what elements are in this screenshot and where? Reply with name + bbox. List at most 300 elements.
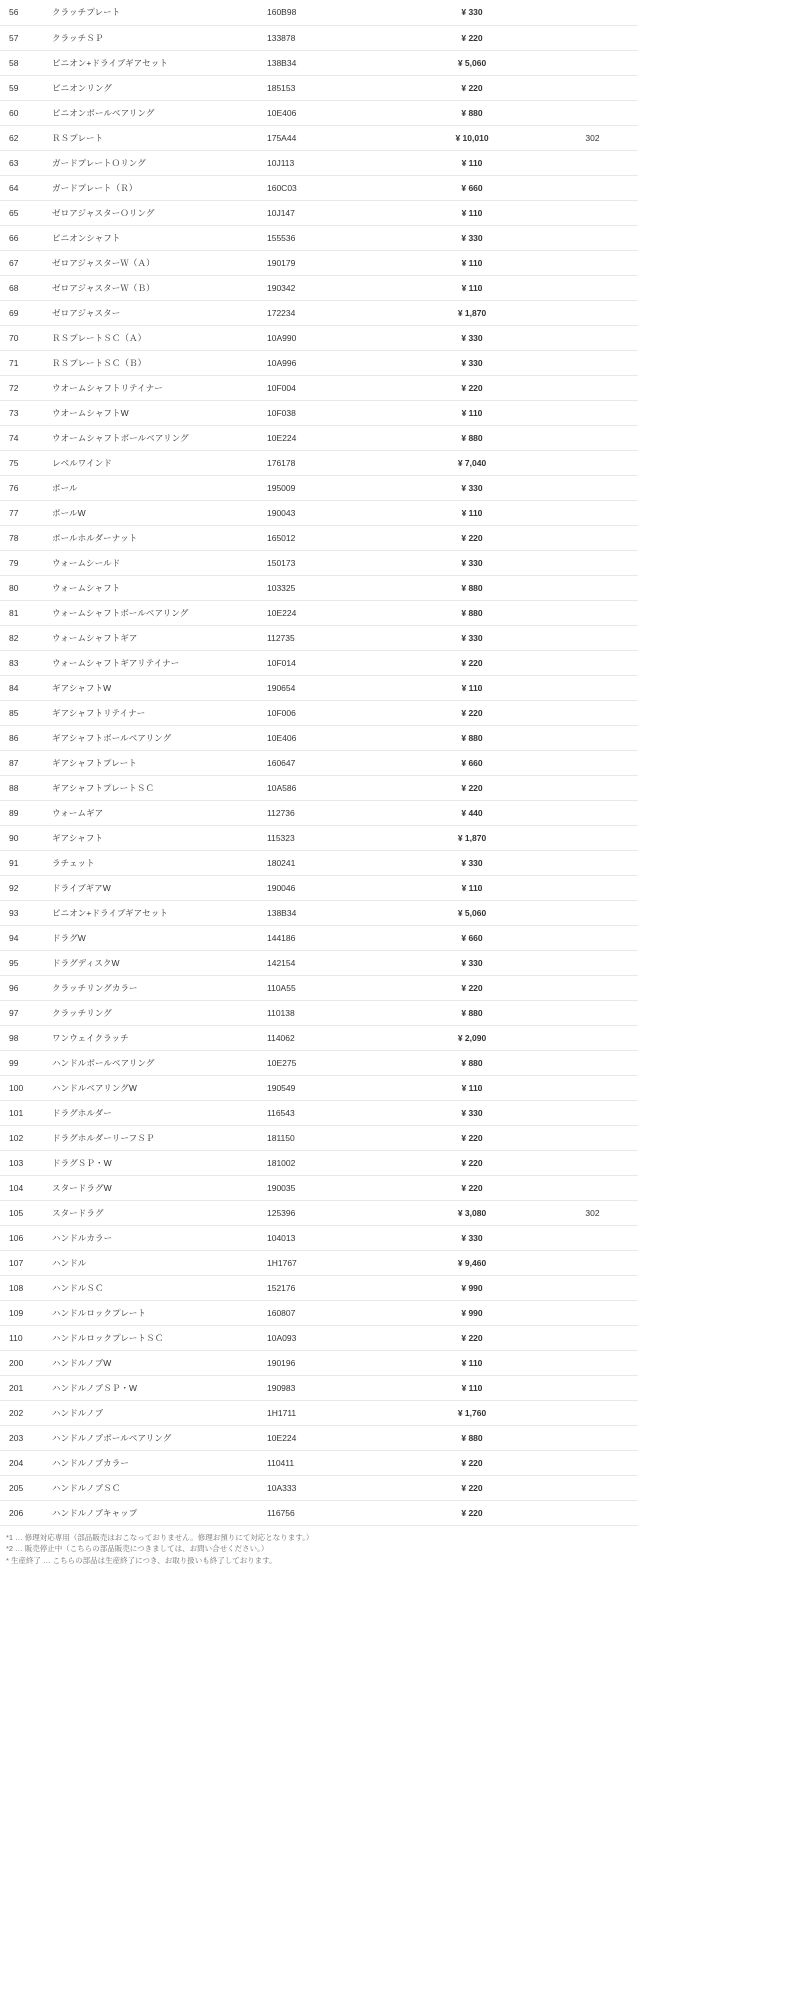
cell-part-note: [547, 1000, 638, 1025]
cell-part-price: ¥ 220: [397, 375, 547, 400]
cell-part-number: 86: [0, 725, 52, 750]
cell-part-price: ¥ 1,870: [397, 300, 547, 325]
footnote-line: *2 … 販売停止中（こちらの部品販売につきましては、お問い合せください。）: [6, 1544, 269, 1554]
table-row: [0, 625, 638, 650]
cell-part-price: ¥ 9,460: [397, 1250, 547, 1275]
cell-part-price: ¥ 220: [397, 25, 547, 50]
cell-part-price: ¥ 1,760: [397, 1400, 547, 1425]
table-row: [0, 50, 638, 75]
cell-part-name: ギアシャフトプレート: [52, 750, 267, 775]
cell-part-price: ¥ 110: [397, 1075, 547, 1100]
cell-part-name: ウォームシールド: [52, 550, 267, 575]
table-row: [0, 1350, 638, 1375]
cell-part-name: ハンドルベアリングW: [52, 1075, 267, 1100]
cell-part-name: ピニオン+ドライブギアセット: [52, 900, 267, 925]
cell-part-number: 77: [0, 500, 52, 525]
cell-part-name: ワンウェイクラッチ: [52, 1025, 267, 1050]
cell-part-code: 10F004: [267, 375, 397, 400]
cell-part-note: [547, 50, 638, 75]
cell-part-price: ¥ 330: [397, 325, 547, 350]
cell-part-price: ¥ 1,870: [397, 825, 547, 850]
cell-part-code: 10F038: [267, 400, 397, 425]
cell-part-code: 1H1711: [267, 1400, 397, 1425]
cell-part-code: 110A55: [267, 975, 397, 1000]
cell-part-note: [547, 1300, 638, 1325]
cell-part-number: 62: [0, 125, 52, 150]
cell-part-code: 180241: [267, 850, 397, 875]
table-row: [0, 1250, 638, 1275]
cell-part-note: [547, 1025, 638, 1050]
cell-part-number: 64: [0, 175, 52, 200]
table-row: [0, 200, 638, 225]
table-row: [0, 925, 638, 950]
cell-part-note: [547, 1400, 638, 1425]
cell-part-note: [547, 1100, 638, 1125]
table-row: [0, 325, 638, 350]
cell-part-name: ドラグホルダー: [52, 1100, 267, 1125]
cell-part-price: ¥ 330: [397, 550, 547, 575]
table-row: [0, 375, 638, 400]
table-row: [0, 250, 638, 275]
table-row: [0, 1275, 638, 1300]
table-row: [0, 450, 638, 475]
table-row: [0, 1475, 638, 1500]
cell-part-note: [547, 375, 638, 400]
cell-part-note: [547, 1500, 638, 1525]
cell-part-price: ¥ 110: [397, 675, 547, 700]
cell-part-code: 160647: [267, 750, 397, 775]
cell-part-number: 90: [0, 825, 52, 850]
cell-part-number: 66: [0, 225, 52, 250]
cell-part-name: ガードプレートＯリング: [52, 150, 267, 175]
cell-part-number: 70: [0, 325, 52, 350]
cell-part-note: [547, 725, 638, 750]
cell-part-number: 68: [0, 275, 52, 300]
cell-part-note: [547, 1325, 638, 1350]
cell-part-number: 85: [0, 700, 52, 725]
cell-part-number: 205: [0, 1475, 52, 1500]
cell-part-note: [547, 525, 638, 550]
cell-part-number: 93: [0, 900, 52, 925]
cell-part-note: [547, 800, 638, 825]
cell-part-number: 92: [0, 875, 52, 900]
cell-part-number: 200: [0, 1350, 52, 1375]
cell-part-number: 102: [0, 1125, 52, 1150]
cell-part-code: 150173: [267, 550, 397, 575]
cell-part-name: ピニオンシャフト: [52, 225, 267, 250]
cell-part-number: 83: [0, 650, 52, 675]
cell-part-code: 160B98: [267, 0, 397, 25]
cell-part-price: ¥ 330: [397, 225, 547, 250]
cell-part-code: 125396: [267, 1200, 397, 1225]
cell-part-price: ¥ 990: [397, 1300, 547, 1325]
cell-part-name: ピニオンリング: [52, 75, 267, 100]
cell-part-name: ピニオン+ドライブギアセット: [52, 50, 267, 75]
cell-part-code: 10J113: [267, 150, 397, 175]
cell-part-note: [547, 1150, 638, 1175]
table-row: [0, 175, 638, 200]
cell-part-code: 172234: [267, 300, 397, 325]
cell-part-note: [547, 475, 638, 500]
cell-part-code: 160C03: [267, 175, 397, 200]
cell-part-note: [547, 900, 638, 925]
cell-part-name: ウォームシャフトギアリテイナー: [52, 650, 267, 675]
cell-part-name: ウオームシャフトボールベアリング: [52, 425, 267, 450]
footnote-line: *1 … 修理対応専用（部品販売はおこなっておりません。修理お預りにて対応となります。）: [6, 1532, 314, 1542]
cell-part-note: [547, 625, 638, 650]
cell-part-note: [547, 1350, 638, 1375]
cell-part-number: 108: [0, 1275, 52, 1300]
cell-part-note: [547, 975, 638, 1000]
cell-part-note: [547, 1225, 638, 1250]
cell-part-note: [547, 300, 638, 325]
table-row: [0, 875, 638, 900]
cell-part-price: ¥ 3,080: [397, 1200, 547, 1225]
table-row: [0, 950, 638, 975]
cell-part-code: 112735: [267, 625, 397, 650]
cell-part-number: 94: [0, 925, 52, 950]
cell-part-price: ¥ 110: [397, 1350, 547, 1375]
cell-part-price: ¥ 330: [397, 1100, 547, 1125]
cell-part-price: ¥ 880: [397, 575, 547, 600]
cell-part-note: [547, 400, 638, 425]
cell-part-number: 80: [0, 575, 52, 600]
cell-part-name: ウォームシャフトギア: [52, 625, 267, 650]
cell-part-number: 202: [0, 1400, 52, 1425]
cell-part-code: 10J147: [267, 200, 397, 225]
cell-part-code: 10E224: [267, 600, 397, 625]
table-row: [0, 650, 638, 675]
cell-part-name: ウォームシャフトボールベアリング: [52, 600, 267, 625]
cell-part-note: [547, 275, 638, 300]
cell-part-code: 185153: [267, 75, 397, 100]
cell-part-code: 190179: [267, 250, 397, 275]
cell-part-code: 181150: [267, 1125, 397, 1150]
table-row: [0, 475, 638, 500]
cell-part-code: 190046: [267, 875, 397, 900]
cell-part-number: 99: [0, 1050, 52, 1075]
cell-part-number: 63: [0, 150, 52, 175]
cell-part-number: 100: [0, 1075, 52, 1100]
cell-part-note: [547, 950, 638, 975]
table-row: [0, 100, 638, 125]
table-row: [0, 775, 638, 800]
cell-part-price: ¥ 880: [397, 725, 547, 750]
cell-part-name: スタードラグW: [52, 1175, 267, 1200]
table-row: [0, 1425, 638, 1450]
cell-part-price: ¥ 660: [397, 175, 547, 200]
cell-part-price: ¥ 220: [397, 75, 547, 100]
cell-part-name: クラッチリングカラー: [52, 975, 267, 1000]
cell-part-number: 67: [0, 250, 52, 275]
table-row: [0, 800, 638, 825]
cell-part-price: ¥ 110: [397, 250, 547, 275]
cell-part-price: ¥ 880: [397, 1425, 547, 1450]
cell-part-note: [547, 1375, 638, 1400]
cell-part-price: ¥ 220: [397, 650, 547, 675]
cell-part-note: [547, 650, 638, 675]
table-row: [0, 350, 638, 375]
table-row: [0, 500, 638, 525]
cell-part-code: 165012: [267, 525, 397, 550]
cell-part-number: 59: [0, 75, 52, 100]
table-row: [0, 1150, 638, 1175]
cell-part-number: 95: [0, 950, 52, 975]
cell-part-name: ＲＳプレートＳＣ（Ａ）: [52, 325, 267, 350]
cell-part-number: 79: [0, 550, 52, 575]
cell-part-name: ドラグＳＰ・W: [52, 1150, 267, 1175]
cell-part-price: ¥ 110: [397, 150, 547, 175]
cell-part-code: 10A996: [267, 350, 397, 375]
cell-part-number: 89: [0, 800, 52, 825]
cell-part-price: ¥ 330: [397, 625, 547, 650]
cell-part-code: 190196: [267, 1350, 397, 1375]
cell-part-price: ¥ 330: [397, 850, 547, 875]
table-row: [0, 1000, 638, 1025]
cell-part-price: ¥ 110: [397, 400, 547, 425]
cell-part-name: ハンドルロックプレートＳＣ: [52, 1325, 267, 1350]
table-row: [0, 1075, 638, 1100]
cell-part-name: ウオームシャフトW: [52, 400, 267, 425]
cell-part-number: 88: [0, 775, 52, 800]
cell-part-note: [547, 425, 638, 450]
cell-part-code: 138B34: [267, 50, 397, 75]
cell-part-name: ゼロアジャスターＷ（Ａ）: [52, 250, 267, 275]
cell-part-code: 142154: [267, 950, 397, 975]
cell-part-price: ¥ 330: [397, 1225, 547, 1250]
cell-part-price: ¥ 880: [397, 425, 547, 450]
right-gutter: [638, 0, 812, 1566]
table-row: [0, 225, 638, 250]
cell-part-price: ¥ 880: [397, 1000, 547, 1025]
cell-part-number: 110: [0, 1325, 52, 1350]
table-row: [0, 1100, 638, 1125]
cell-part-code: 10E406: [267, 725, 397, 750]
cell-part-number: 74: [0, 425, 52, 450]
cell-part-price: ¥ 330: [397, 950, 547, 975]
cell-part-price: ¥ 880: [397, 1050, 547, 1075]
table-row: [0, 1375, 638, 1400]
table-row: [0, 1500, 638, 1525]
cell-part-price: ¥ 330: [397, 0, 547, 25]
cell-part-name: ギアシャフト: [52, 825, 267, 850]
cell-part-code: 10E224: [267, 1425, 397, 1450]
cell-part-number: 97: [0, 1000, 52, 1025]
table-row: [0, 850, 638, 875]
cell-part-number: 204: [0, 1450, 52, 1475]
cell-part-price: ¥ 110: [397, 1375, 547, 1400]
cell-part-name: ポールホルダーナット: [52, 525, 267, 550]
cell-part-note: 302: [547, 1200, 638, 1225]
cell-part-number: 203: [0, 1425, 52, 1450]
cell-part-price: ¥ 220: [397, 1450, 547, 1475]
cell-part-number: 101: [0, 1100, 52, 1125]
table-row: [0, 1400, 638, 1425]
cell-part-code: 195009: [267, 475, 397, 500]
cell-part-name: ラチェット: [52, 850, 267, 875]
table-row: [0, 750, 638, 775]
cell-part-price: ¥ 660: [397, 925, 547, 950]
cell-part-number: 98: [0, 1025, 52, 1050]
cell-part-number: 84: [0, 675, 52, 700]
table-row: [0, 1050, 638, 1075]
cell-part-name: ハンドルボールベアリング: [52, 1050, 267, 1075]
table-row: [0, 1225, 638, 1250]
cell-part-number: 82: [0, 625, 52, 650]
cell-part-note: [547, 925, 638, 950]
cell-part-code: 152176: [267, 1275, 397, 1300]
cell-part-note: [547, 450, 638, 475]
cell-part-name: クラッチプレート: [52, 0, 267, 25]
table-row: [0, 900, 638, 925]
cell-part-name: ハンドルカラー: [52, 1225, 267, 1250]
cell-part-name: ハンドルノブＳＰ・W: [52, 1375, 267, 1400]
cell-part-price: ¥ 110: [397, 200, 547, 225]
cell-part-name: ガードプレート（Ｒ）: [52, 175, 267, 200]
table-row: [0, 975, 638, 1000]
cell-part-number: 91: [0, 850, 52, 875]
cell-part-note: [547, 850, 638, 875]
cell-part-code: 144186: [267, 925, 397, 950]
cell-part-number: 71: [0, 350, 52, 375]
cell-part-note: [547, 675, 638, 700]
cell-part-code: 155536: [267, 225, 397, 250]
cell-part-number: 106: [0, 1225, 52, 1250]
cell-part-price: ¥ 330: [397, 350, 547, 375]
cell-part-price: ¥ 220: [397, 1125, 547, 1150]
cell-part-number: 105: [0, 1200, 52, 1225]
cell-part-number: 56: [0, 0, 52, 25]
cell-part-note: [547, 225, 638, 250]
cell-part-number: 69: [0, 300, 52, 325]
cell-part-number: 87: [0, 750, 52, 775]
cell-part-code: 112736: [267, 800, 397, 825]
cell-part-price: ¥ 220: [397, 1325, 547, 1350]
cell-part-name: ゼロアジャスター: [52, 300, 267, 325]
table-row: [0, 600, 638, 625]
cell-part-code: 190549: [267, 1075, 397, 1100]
cell-part-code: 138B34: [267, 900, 397, 925]
cell-part-code: 10E275: [267, 1050, 397, 1075]
table-row: [0, 1300, 638, 1325]
cell-part-number: 60: [0, 100, 52, 125]
cell-part-price: ¥ 110: [397, 500, 547, 525]
cell-part-code: 116543: [267, 1100, 397, 1125]
cell-part-note: [547, 1450, 638, 1475]
cell-part-code: 115323: [267, 825, 397, 850]
cell-part-code: 160807: [267, 1300, 397, 1325]
table-row: [0, 1200, 638, 1225]
cell-part-note: [547, 175, 638, 200]
cell-part-price: ¥ 220: [397, 1150, 547, 1175]
cell-part-code: 190342: [267, 275, 397, 300]
cell-part-note: [547, 1250, 638, 1275]
cell-part-price: ¥ 880: [397, 100, 547, 125]
table-row: [0, 1450, 638, 1475]
cell-part-price: ¥ 220: [397, 975, 547, 1000]
table-row: [0, 300, 638, 325]
cell-part-note: [547, 150, 638, 175]
cell-part-note: 302: [547, 125, 638, 150]
cell-part-note: [547, 1275, 638, 1300]
cell-part-code: 116756: [267, 1500, 397, 1525]
cell-part-code: 110138: [267, 1000, 397, 1025]
table-row: [0, 125, 638, 150]
cell-part-number: 73: [0, 400, 52, 425]
cell-part-number: 107: [0, 1250, 52, 1275]
cell-part-code: 10A586: [267, 775, 397, 800]
table-row: [0, 150, 638, 175]
cell-part-note: [547, 250, 638, 275]
cell-part-name: レベルワインド: [52, 450, 267, 475]
cell-part-price: ¥ 990: [397, 1275, 547, 1300]
cell-part-price: ¥ 220: [397, 525, 547, 550]
cell-part-number: 65: [0, 200, 52, 225]
table-row: [0, 0, 638, 25]
cell-part-note: [547, 200, 638, 225]
cell-part-code: 190654: [267, 675, 397, 700]
cell-part-price: ¥ 5,060: [397, 900, 547, 925]
cell-part-note: [547, 600, 638, 625]
cell-part-name: ギアシャフトW: [52, 675, 267, 700]
cell-part-name: ドラグW: [52, 925, 267, 950]
cell-part-price: ¥ 10,010: [397, 125, 547, 150]
cell-part-code: 110411: [267, 1450, 397, 1475]
cell-part-name: ハンドルＳＣ: [52, 1275, 267, 1300]
table-row: [0, 425, 638, 450]
cell-part-name: ギアシャフトプレートＳＣ: [52, 775, 267, 800]
cell-part-code: 10F014: [267, 650, 397, 675]
cell-part-price: ¥ 220: [397, 775, 547, 800]
cell-part-number: 58: [0, 50, 52, 75]
cell-part-price: ¥ 220: [397, 1475, 547, 1500]
cell-part-price: ¥ 7,040: [397, 450, 547, 475]
cell-part-price: ¥ 220: [397, 700, 547, 725]
cell-part-name: ハンドルノブＳＣ: [52, 1475, 267, 1500]
cell-part-price: ¥ 880: [397, 600, 547, 625]
cell-part-name: ＲＳプレート: [52, 125, 267, 150]
cell-part-name: ギアシャフトリテイナー: [52, 700, 267, 725]
footnote-line: * 生産終了 … こちらの部品は生産終了につき、お取り扱いも終了しております。: [6, 1555, 277, 1565]
cell-part-number: 201: [0, 1375, 52, 1400]
cell-part-note: [547, 325, 638, 350]
table-row: [0, 1125, 638, 1150]
cell-part-code: 10E224: [267, 425, 397, 450]
cell-part-note: [547, 0, 638, 25]
cell-part-name: ドライブギアW: [52, 875, 267, 900]
cell-part-number: 109: [0, 1300, 52, 1325]
cell-part-note: [547, 100, 638, 125]
cell-part-name: ハンドルロックプレート: [52, 1300, 267, 1325]
cell-part-note: [547, 550, 638, 575]
cell-part-code: 103325: [267, 575, 397, 600]
cell-part-code: 181002: [267, 1150, 397, 1175]
table-row: [0, 25, 638, 50]
cell-part-note: [547, 500, 638, 525]
cell-part-note: [547, 1125, 638, 1150]
cell-part-number: 81: [0, 600, 52, 625]
cell-part-code: 104013: [267, 1225, 397, 1250]
cell-part-number: 76: [0, 475, 52, 500]
table-row: [0, 700, 638, 725]
cell-part-price: ¥ 440: [397, 800, 547, 825]
cell-part-name: ゼロアジャスターＷ（Ｂ）: [52, 275, 267, 300]
table-row: [0, 525, 638, 550]
cell-part-code: 10F006: [267, 700, 397, 725]
table-row: [0, 575, 638, 600]
cell-part-price: ¥ 220: [397, 1500, 547, 1525]
table-row: [0, 75, 638, 100]
